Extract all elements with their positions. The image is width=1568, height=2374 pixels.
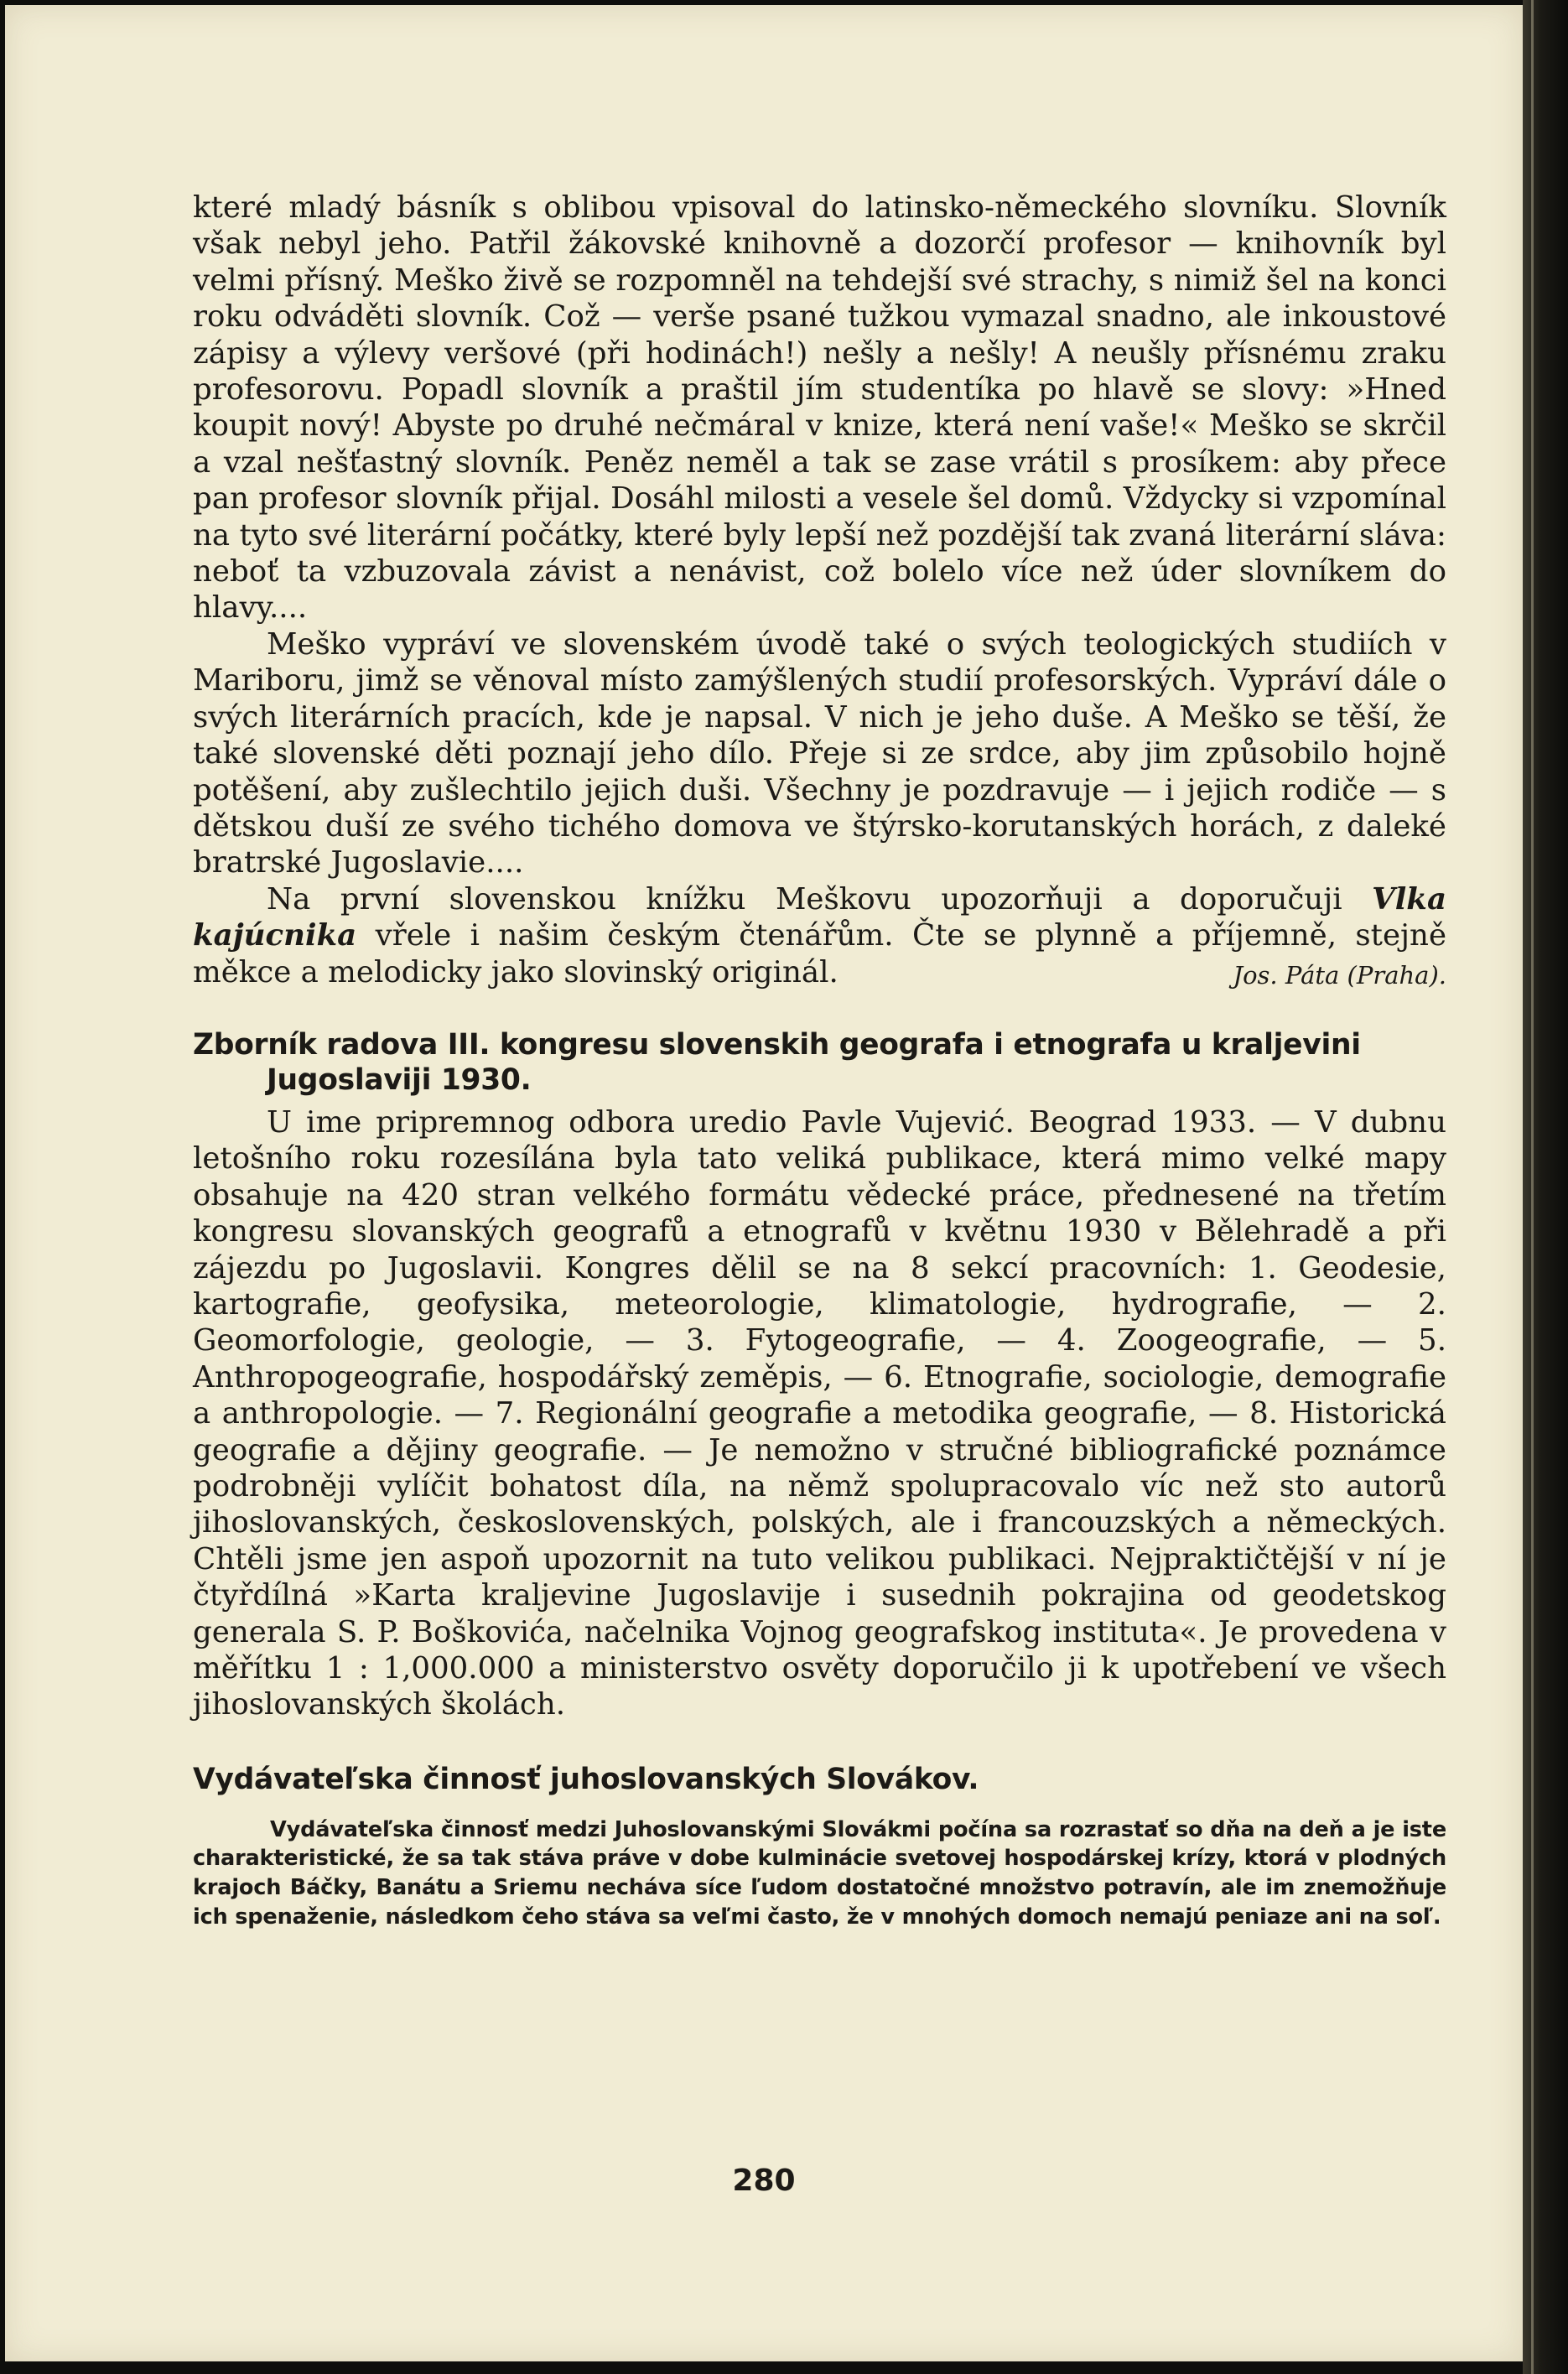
scan-edge-border xyxy=(1523,0,1568,2374)
recommendation-text-end: vřele i našim českým čtenářům. Čte se plynně a příjemně, stejně měkce a melodicky jako slovinský originál. xyxy=(193,918,1446,990)
paragraph-slovnik-story: které mladý básník s oblibou vpisoval do latinsko-německého slovníku. Slovník však nebyl jeho. Patřil žákovské knihovně a dozorčí profesor — knihovník byl velmi přísný. Meško živě se rozpomněl na tehdejší své strachy, s nimiž šel na konci roku odváděti slovník. Což — verše psané tužkou vymazal snadno, ale inkoustové zápisy a výlevy veršové (při hodinách!) nešly a nešly! A neušly přísnému zraku profesorovu. Popadl slovník a praštil jím studentíka po hlavě se slovy: »Hned koupit nový! Abyste po druhé nečmáral v knize, která není vaše!« Meško se skrčil a vzal nešťastný slovník. Peněz neměl a tak se zase vrátil s prosíkem: aby přece pan profesor slovník přijal. Dosáhl milosti a vesele šel domů. Vždycky si vzpomínal na tyto své literární počátky, které byly lepší než pozdější tak zvaná literární sláva: neboť ta vzbuzovala závist a nenávist, což bolelo více než úder slovníkem do hlavy.... xyxy=(193,190,1446,626)
scan-edge-rule xyxy=(1531,0,1534,2374)
review-continuation xyxy=(193,190,1446,990)
recommendation-text-start: Na první slovenskou knížku Meškovu upozorňuji a doporučuji xyxy=(267,881,1342,917)
review-signature: Jos. Páta (Praha). xyxy=(1233,960,1446,990)
page-number: 280 xyxy=(732,2164,796,2198)
paragraph-recommendation xyxy=(193,881,1446,990)
paragraph-zbornik: U ime pripremnog odbora uredio Pavle Vujević. Beograd 1933. — V dubnu letošního roku rozesílána byla tato veliká publikace, která mimo velké mapy obsahuje na 420 stran velkého formátu vědecké práce, přednesené na třetím kongresu slovanských geografů a etnografů v květnu 1930 v Bělehradě a při zájezdu po Jugoslavii. Kongres dělil se na 8 sekcí pracovních: 1. Geodesie, kartografie, geofysika, meteorologie, klimatologie, hydrografie, — 2. Geomorfologie, geologie, — 3. Fytogeografie, — 4. Zoogeografie, — 5. Anthropogeografie, hospodářský zeměpis, — 6. Etnografie, sociologie, demografie a anthropologie. — 7. Regionální geografie a metodika geografie, — 8. Historická geografie a dějiny geografie. — Je nemožno v stručné bibliografické poznámce podrobněji vylíčit bohatost díla, na němž spolupracovalo víc než sto autorů jihoslovanských, československých, polských, ale i francouzských a německých. Chtěli jsme jen aspoň upozornit na tuto velikou publikaci. Nejpraktičtější v ní je čtyřdílná »Karta kraljevine Jugoslavije i susednih pokrajina od geodetskog generala S. P. Boškovića, načelnika Vojnog geografskog instituta«. Je provedena v měřítku 1 : 1,000.000 a ministerstvo osvěty doporučilo ji k upotřebení ve všech jihoslovanských školách. xyxy=(193,1104,1446,1722)
section-zbornik-body xyxy=(193,1104,1446,1723)
paragraph-vydavatelska: Vydávateľska činnosť medzi Juhoslovanskými Slovákmi počína sa rozrastať so dňa na deň a je iste charakteristické, že sa tak stáva práve v dobe kulminácie svetovej hospodárskej krízy, ktorá v plodných krajoch Báčky, Banátu a Sriemu necháva síce ľudom dostatočné množstvo potravín, ale im znemožňuje ich spenaženie, následkom čeho stáva sa veľmi často, že v mnohých domoch nemajú peniaze ani na soľ. xyxy=(193,1816,1446,1930)
paragraph-mesko-studies: Meško vypráví ve slovenském úvodě také o svých teologických studiích v Mariboru, jimž se věnoval místo zamýšlených studií profesorských. Vypráví dále o svých literárních pracích, kde je napsal. V nich je jeho duše. A Meško se těší, že také slovenské děti poznají jeho dílo. Přeje si ze srdce, aby jim způsobilo hojně potěšení, aby zušlechtilo jejich duši. Všechny je pozdravuje — i jejich rodiče — s dětskou duší ze svého tichého domova ve štýrsko-korutanských horách, z daleké bratrské Jugoslavie.... xyxy=(193,626,1446,881)
page-content xyxy=(193,190,1446,1931)
section-title-zbornik: Zborník radova III. kongresu slovenskih geografa i etnografa u kraljevini Jugoslaviji 1930. xyxy=(193,1027,1361,1097)
scanned-page xyxy=(5,5,1523,2361)
section-title-vydavatelska: Vydávateľska činnosť juhoslovanských Slovákov. xyxy=(193,1762,979,1796)
book-title: Vlka kajúcnika xyxy=(193,881,1446,953)
